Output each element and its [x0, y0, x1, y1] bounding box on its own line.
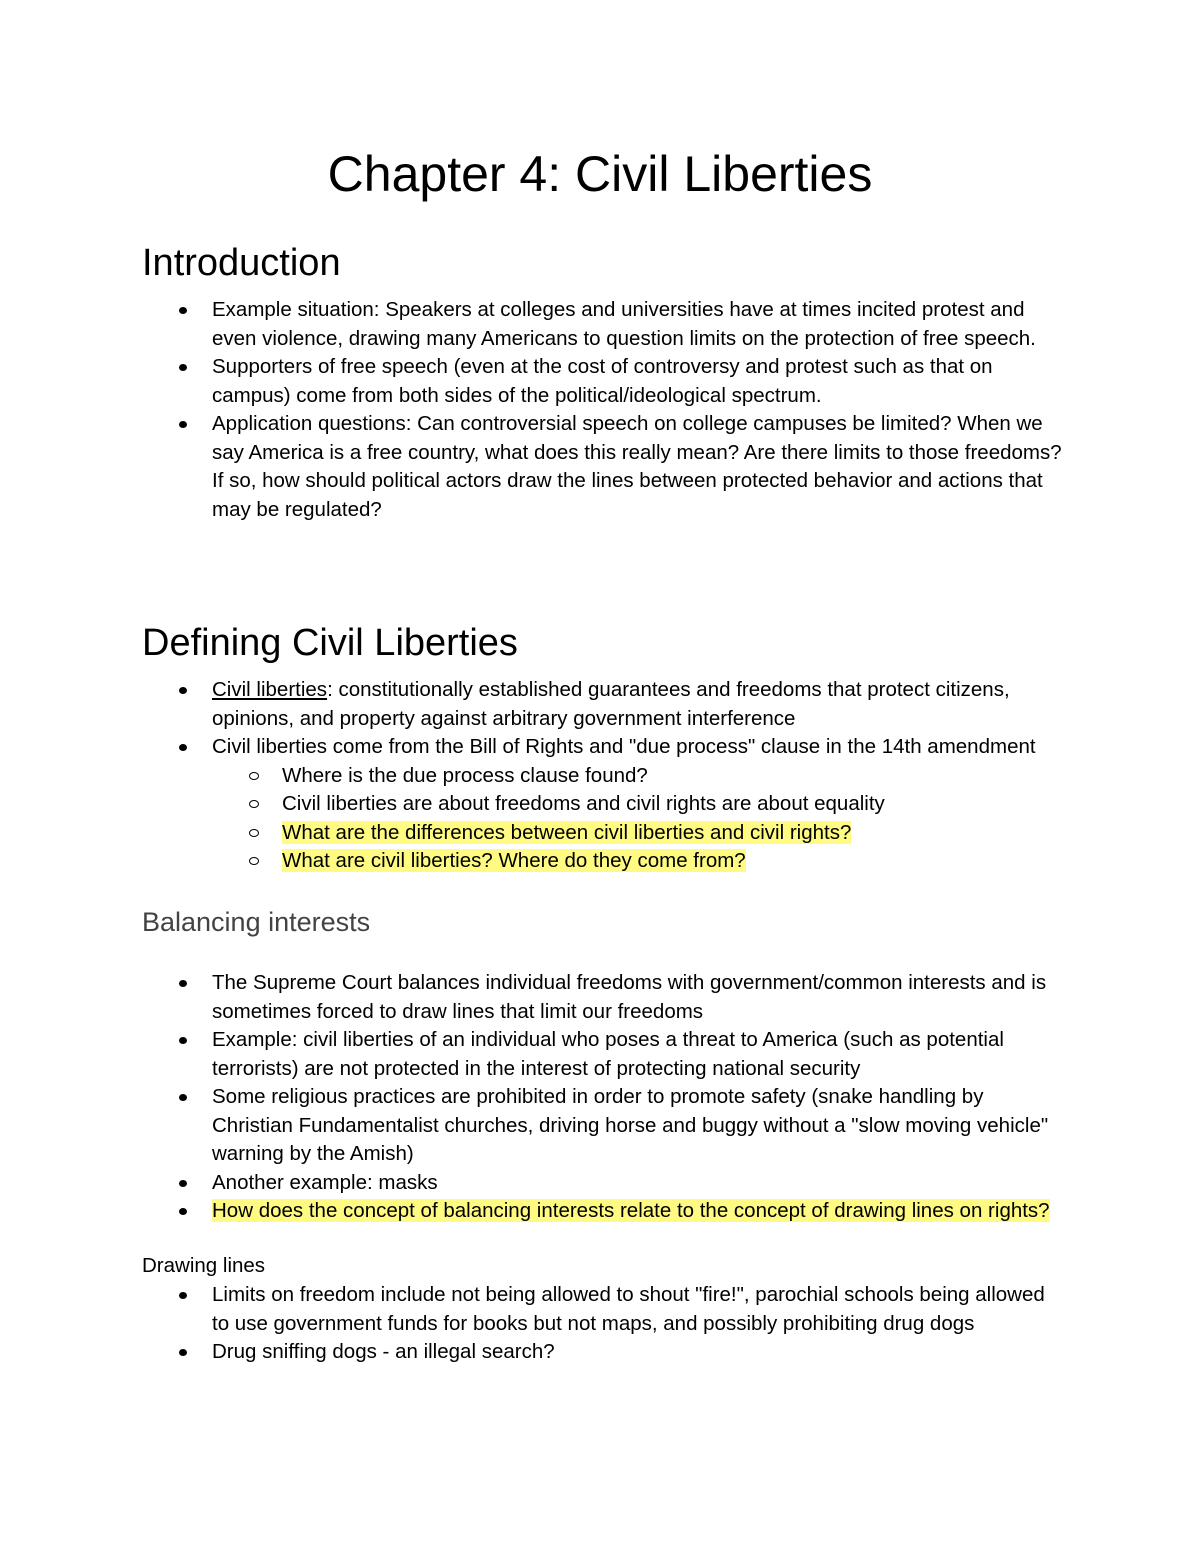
bullet-icon: [179, 1037, 187, 1044]
hollow-bullet-icon: [249, 800, 259, 808]
term-civil-liberties: Civil liberties: [212, 678, 328, 701]
list-item: Limits on freedom include not being allowed to shout "fire!", parochial schools being allowed to use government funds for books but not maps, and possibly prohibiting drug dogs: [212, 1281, 1062, 1338]
list-item: Another example: masks: [212, 1169, 1062, 1198]
list-item: Drug sniffing dogs - an illegal search?: [212, 1338, 1062, 1367]
heading-balancing-interests: Balancing interests: [142, 907, 371, 937]
highlighted-question: How does the concept of balancing interests relate to the concept of drawing lines on rights?: [212, 1199, 1050, 1222]
introduction-list: [0, 296, 1200, 524]
bullet-icon: [179, 1292, 187, 1299]
list-item: Civil liberties come from the Bill of Rights and "due process" clause in the 14th amendment: [212, 733, 1062, 762]
drawing-list: [0, 1281, 1200, 1367]
page-title: Chapter 4: Civil Liberties: [327, 146, 873, 202]
bullet-icon: [179, 1208, 187, 1215]
list-item: Application questions: Can controversial speech on college campuses be limited? When we say America is a free country, what does this really mean? Are there limits to those freedoms? If so, how should political actors draw the lines between protected behavior and actions that may be regulated?: [212, 410, 1062, 524]
bullet-icon: [179, 687, 187, 694]
highlighted-question: What are civil liberties? Where do they come from?: [282, 849, 746, 872]
list-item: [212, 1197, 1062, 1226]
bullet-icon: [179, 1349, 187, 1356]
bullet-icon: [179, 1180, 187, 1187]
list-item: Example situation: Speakers at colleges and universities have at times incited protest and even violence, drawing many Americans to question limits on the protection of free speech.: [212, 296, 1062, 353]
heading-defining-civil-liberties: Defining Civil Liberties: [142, 622, 518, 664]
list-item: Example: civil liberties of an individual who poses a threat to America (such as potential terrorists) are not protected in the interest of protecting national security: [212, 1026, 1062, 1083]
hollow-bullet-icon: [249, 772, 259, 780]
list-item: The Supreme Court balances individual freedoms with government/common interests and is sometimes forced to draw lines that limit our freedoms: [212, 969, 1062, 1026]
bullet-icon: [179, 364, 187, 371]
bullet-icon: [179, 421, 187, 428]
bullet-icon: [179, 980, 187, 987]
list-item: Supporters of free speech (even at the cost of controversy and protest such as that on campus) come from both sides of the political/ideological spectrum.: [212, 353, 1062, 410]
hollow-bullet-icon: [249, 829, 259, 837]
list-item: Some religious practices are prohibited in order to promote safety (snake handling by Christian Fundamentalist churches, driving horse and buggy without a "slow moving vehicle" warning by the Amish): [212, 1083, 1062, 1169]
bullet-icon: [179, 744, 187, 751]
hollow-bullet-icon: [249, 857, 259, 865]
list-item: Civil liberties: constitutionally established guarantees and freedoms that protect citizens, opinions, and property against arbitrary government interference: [212, 676, 1062, 733]
heading-introduction: Introduction: [142, 242, 341, 284]
sub-list-item: Where is the due process clause found?: [282, 762, 1062, 791]
bullet-icon: [179, 307, 187, 314]
sub-list-item: [282, 847, 1062, 876]
heading-drawing-lines: Drawing lines: [142, 1254, 266, 1277]
defining-list: [0, 676, 1200, 876]
sub-list-item: [282, 819, 1062, 848]
sub-list-item: Civil liberties are about freedoms and civil rights are about equality: [282, 790, 1062, 819]
balancing-list: [0, 969, 1200, 1226]
bullet-icon: [179, 1094, 187, 1101]
highlighted-question: What are the differences between civil liberties and civil rights?: [282, 820, 852, 844]
